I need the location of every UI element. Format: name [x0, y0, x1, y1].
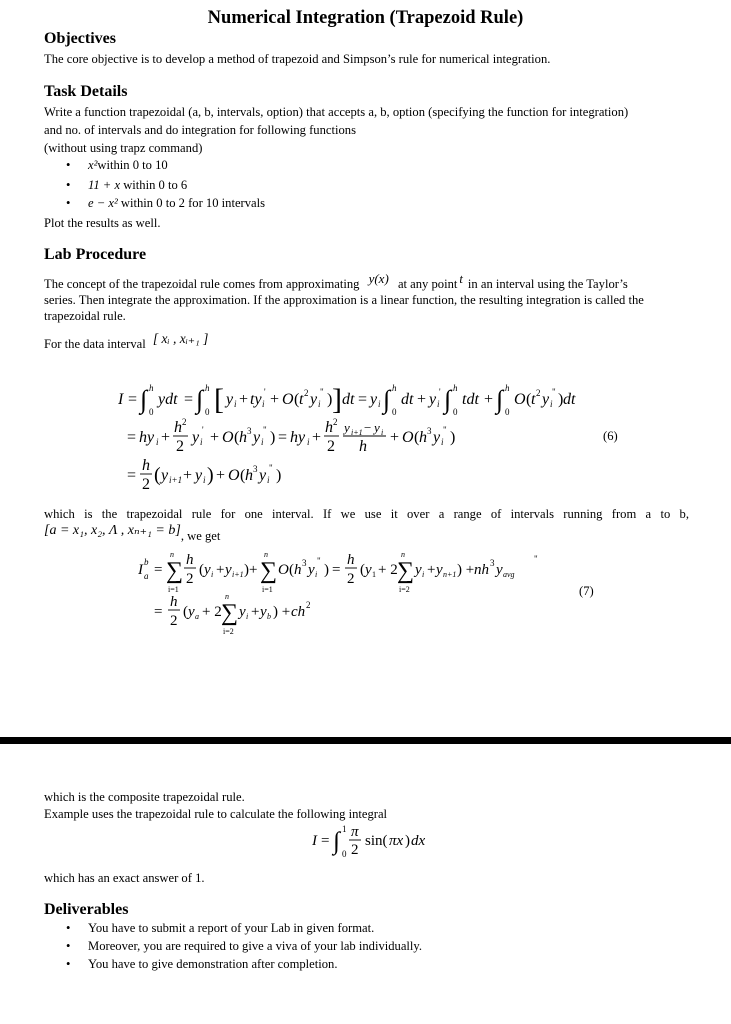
svg-text:): ) [327, 391, 333, 408]
svg-text:) +: ) + [273, 604, 291, 620]
svg-text:∑: ∑ [166, 558, 184, 584]
svg-text:i=2: i=2 [399, 585, 410, 594]
deliverable-item-text: You have to submit a report of your Lab in given format. [88, 921, 375, 935]
svg-text:I: I [312, 833, 317, 849]
interval-range: [a = x₁, x₂, Λ , xₙ₊₁ = b] [44, 523, 181, 538]
svg-text:i=1: i=1 [168, 585, 179, 594]
svg-text:": " [534, 554, 538, 564]
svg-text:i: i [203, 475, 206, 485]
svg-text:+ 2: + 2 [202, 604, 222, 620]
svg-text:=: = [358, 391, 368, 408]
svg-text:i: i [200, 437, 203, 447]
svg-text:π: π [351, 824, 359, 840]
svg-text:=: = [154, 604, 163, 620]
svg-text:+: + [270, 391, 280, 408]
procedure-heading: Lab Procedure [44, 246, 147, 263]
svg-text:y: y [429, 391, 437, 408]
svg-text:(: ( [294, 391, 300, 408]
svg-text:∫: ∫ [196, 385, 204, 414]
svg-text:=: = [127, 429, 137, 446]
procedure-line-2: series. Then integrate the approximation. If the approximation is a linear function, the resulting integration is called the [44, 293, 644, 307]
svg-text:+: + [390, 429, 400, 446]
svg-text:0: 0 [392, 407, 397, 417]
svg-text:I: I [118, 391, 124, 408]
svg-text:2: 2 [176, 438, 184, 455]
svg-text:h: h [505, 383, 510, 393]
svg-text:h: h [205, 383, 210, 393]
svg-text:2: 2 [347, 571, 355, 587]
svg-text:y: y [192, 429, 200, 446]
svg-text:=: = [127, 467, 137, 484]
svg-text:(: ( [526, 391, 532, 408]
svg-text:y: y [161, 467, 169, 484]
svg-text:': ' [202, 425, 204, 435]
svg-text:y: y [188, 604, 195, 620]
svg-text:∫: ∫ [496, 385, 504, 414]
svg-text:": " [552, 387, 556, 397]
task-item-2: • 11 + x within 0 to 6 [66, 178, 188, 192]
svg-text:+: + [417, 391, 427, 408]
svg-text:+: + [251, 604, 260, 620]
svg-text:": " [317, 556, 321, 566]
svg-text:+: + [484, 391, 494, 408]
svg-text:∫: ∫ [333, 828, 340, 855]
svg-text:n: n [170, 550, 174, 559]
svg-text:h: h [347, 552, 355, 568]
deliverable-item-3: • You have to give demonstration after completion. [66, 957, 338, 971]
svg-text:n+1: n+1 [443, 570, 457, 579]
svg-text:y: y [365, 562, 372, 578]
equation-6-line-3 [118, 456, 338, 500]
svg-text:i+1: i+1 [351, 428, 363, 437]
svg-text:[: [ [214, 383, 224, 416]
svg-text:y: y [239, 604, 246, 620]
svg-text:y: y [374, 420, 380, 435]
svg-text:h: h [149, 383, 154, 393]
svg-text:i: i [307, 437, 310, 447]
svg-text:+: + [216, 467, 226, 484]
svg-text:i: i [318, 399, 321, 409]
svg-text:h: h [359, 438, 367, 455]
svg-text:]: ] [332, 383, 342, 416]
svg-text:+: + [427, 562, 436, 578]
example-text: Example uses the trapezoidal rule to calculate the following integral [44, 807, 388, 821]
svg-text:(: ( [289, 562, 294, 578]
svg-text:y: y [344, 420, 350, 435]
svg-text:(: ( [183, 604, 188, 620]
svg-text:h: h [325, 419, 333, 436]
svg-text:i: i [262, 399, 265, 409]
task-line-1: Write a function trapezoidal (a, b, intervals, option) that accepts a, b, option (specifying the function for integration) [44, 105, 629, 119]
svg-text:+: + [249, 562, 258, 578]
svg-text:3: 3 [302, 558, 307, 568]
composite-rule-text: which is the composite trapezoidal rule. [44, 790, 245, 804]
svg-text:2: 2 [304, 388, 309, 398]
svg-text:=: = [184, 391, 194, 408]
svg-text:1: 1 [342, 824, 347, 834]
svg-text:h: h [239, 429, 247, 446]
task-item-text: within 0 to 10 [97, 158, 168, 172]
procedure-line-3: trapezoidal rule. [44, 309, 126, 323]
page-separator [0, 737, 731, 744]
task-line-3: (without using trapz command) [44, 141, 203, 155]
svg-text:=: = [332, 562, 341, 578]
svg-text:+: + [161, 429, 171, 446]
svg-text:2: 2 [170, 613, 178, 629]
svg-text:): ) [270, 429, 276, 446]
svg-text:∫: ∫ [383, 385, 391, 414]
svg-text:O: O [278, 562, 289, 578]
equation-6-row-1-graphic [118, 382, 578, 418]
we-get: , we get [180, 529, 221, 543]
svg-text:∑: ∑ [260, 558, 278, 584]
equation-7-number: (7) [579, 584, 594, 598]
svg-text:i+1: i+1 [169, 475, 183, 485]
svg-text:=: = [278, 429, 288, 446]
svg-text:(: ( [234, 429, 240, 446]
deliverable-item-text: You have to give demonstration after completion. [88, 957, 338, 971]
svg-text:(: ( [199, 562, 204, 578]
svg-text:": " [263, 425, 267, 435]
svg-text:n: n [264, 550, 268, 559]
task-line-2: and no. of intervals and do integration for following functions [44, 123, 356, 137]
svg-text:(: ( [154, 464, 161, 486]
procedure-text: The concept of the trapezoidal rule comes from approximating [44, 277, 360, 291]
y-of-x: y(x) [368, 271, 389, 286]
svg-text:y: y [436, 562, 443, 578]
svg-text:∫: ∫ [140, 385, 148, 414]
objectives-heading: Objectives [44, 30, 116, 47]
svg-text:i: i [261, 437, 264, 447]
svg-text:sin(: sin( [365, 833, 388, 849]
svg-text:hy: hy [290, 429, 306, 446]
task-plot: Plot the results as well. [44, 216, 161, 230]
svg-text:ch: ch [291, 604, 306, 620]
svg-text:): ) [276, 467, 282, 484]
svg-text:O: O [222, 429, 234, 446]
svg-text:2: 2 [186, 571, 194, 587]
svg-text:): ) [207, 464, 214, 486]
exact-answer-text: which has an exact answer of 1. [44, 871, 205, 885]
svg-text:y: y [195, 467, 203, 484]
svg-text:h: h [294, 562, 302, 578]
deliverable-item-1: • You have to submit a report of your Lab in given format. [66, 921, 375, 935]
task-item-expr: e − x² [88, 196, 118, 210]
svg-text:h: h [186, 552, 194, 568]
svg-text:=: = [321, 833, 330, 849]
svg-text:πx: πx [389, 833, 404, 849]
svg-text:2: 2 [351, 842, 359, 858]
svg-text:3: 3 [427, 426, 432, 436]
example-integral-graphic [312, 822, 442, 862]
svg-text:3: 3 [490, 558, 495, 568]
svg-text:2: 2 [327, 438, 335, 455]
svg-text:h: h [392, 383, 397, 393]
data-interval-label: For the data interval [44, 337, 146, 351]
svg-text:h: h [174, 419, 182, 436]
procedure-text: in an interval using the Taylor’s [467, 277, 628, 291]
svg-text:2: 2 [182, 418, 187, 427]
task-item-1: • x²within 0 to 10 [66, 158, 168, 172]
svg-text:): ) [324, 562, 329, 578]
svg-text:h: h [245, 467, 253, 484]
svg-text:dt: dt [342, 391, 355, 408]
equation-7-line-1 [138, 548, 558, 598]
task-item-expr: x² [88, 158, 98, 172]
svg-text:y: y [253, 429, 261, 446]
svg-text:∑: ∑ [221, 600, 239, 626]
svg-text:b: b [144, 557, 149, 567]
svg-text:t: t [531, 391, 536, 408]
equation-7-row-1-graphic [138, 548, 558, 594]
svg-text:i: i [437, 399, 440, 409]
task-item-text: within 0 to 6 [120, 178, 188, 192]
svg-text:i: i [211, 570, 214, 579]
svg-text:y: y [260, 604, 267, 620]
svg-text:) +: ) + [457, 562, 475, 578]
deliverables-heading: Deliverables [44, 901, 129, 918]
svg-text:h: h [419, 429, 427, 446]
svg-text:I: I [138, 562, 143, 578]
example-integral [312, 822, 442, 866]
task-item-3: • e − x² within 0 to 2 for 10 intervals [66, 196, 266, 210]
svg-text:": " [320, 387, 324, 397]
deliverable-item-2: • Moreover, you are required to give a viva of your lab individually. [66, 939, 423, 953]
svg-text:h: h [142, 457, 150, 474]
svg-text:ty: ty [250, 391, 262, 408]
svg-text:2: 2 [333, 418, 338, 427]
svg-text:y: y [496, 562, 503, 578]
svg-text:(: ( [414, 429, 420, 446]
svg-text:i: i [422, 570, 425, 579]
svg-text:i: i [267, 475, 270, 485]
svg-text:t: t [299, 391, 304, 408]
equation-6-row-3-graphic [118, 456, 338, 496]
equation-7-line-2 [138, 592, 358, 642]
svg-text:i: i [381, 428, 384, 437]
svg-text:+ 2: + 2 [378, 562, 398, 578]
data-interval-line [44, 331, 209, 353]
svg-text:+: + [312, 429, 322, 446]
svg-text:": " [443, 425, 447, 435]
svg-text:y: y [225, 562, 232, 578]
svg-text:': ' [264, 387, 266, 397]
svg-text:i=2: i=2 [223, 627, 234, 636]
svg-text:i: i [315, 570, 318, 579]
svg-text:nh: nh [474, 562, 489, 578]
equation-6-number: (6) [603, 429, 618, 443]
svg-text:y: y [370, 391, 378, 408]
svg-text:y: y [226, 391, 234, 408]
svg-text:y: y [433, 429, 441, 446]
svg-text:O: O [282, 391, 294, 408]
svg-text:0: 0 [453, 407, 458, 417]
svg-text:i=1: i=1 [262, 585, 273, 594]
svg-text:y: y [308, 562, 315, 578]
svg-text:i: i [234, 399, 237, 409]
svg-text:=: = [128, 391, 138, 408]
svg-text:ydt: ydt [158, 391, 178, 408]
svg-text:a: a [144, 571, 149, 581]
svg-text:tdt: tdt [462, 391, 479, 408]
svg-text:h: h [453, 383, 458, 393]
svg-text:i+1: i+1 [232, 570, 244, 579]
objectives-text: The core objective is to develop a method of trapezoid and Simpson’s rule for numerical integration. [44, 52, 551, 66]
paragraph-2-line-1: which is the trapezoidal rule for one interval. If we use it over a range of intervals running from a to b, [44, 507, 689, 521]
svg-text:y: y [259, 467, 267, 484]
svg-text:∑: ∑ [397, 558, 415, 584]
svg-text:0: 0 [342, 849, 347, 859]
svg-text:∫: ∫ [444, 385, 452, 414]
svg-text:(: ( [240, 467, 246, 484]
svg-text:': ' [439, 387, 441, 397]
svg-text:i: i [156, 437, 159, 447]
svg-text:": " [269, 463, 273, 473]
task-item-expr: 11 + x [88, 178, 121, 192]
svg-text:i: i [246, 612, 249, 621]
svg-text:+: + [216, 562, 225, 578]
svg-text:): ) [450, 429, 456, 446]
svg-text:dt: dt [563, 391, 576, 408]
svg-text:3: 3 [247, 426, 252, 436]
deliverable-item-text: Moreover, you are required to give a viva of your lab individually. [88, 939, 423, 953]
svg-text:+: + [183, 467, 193, 484]
svg-text:y: y [542, 391, 550, 408]
svg-text:y: y [204, 562, 211, 578]
page-title: Numerical Integration (Trapezoid Rule) [207, 8, 524, 28]
paragraph-2-line-2 [44, 521, 221, 543]
svg-text:n: n [225, 592, 229, 601]
svg-text:=: = [154, 562, 163, 578]
svg-text:O: O [228, 467, 240, 484]
svg-text:0: 0 [149, 407, 154, 417]
svg-text:1: 1 [372, 570, 376, 579]
task-heading: Task Details [44, 83, 128, 100]
svg-text:a: a [195, 612, 199, 621]
svg-text:+: + [210, 429, 220, 446]
svg-text:O: O [514, 391, 526, 408]
svg-text:2: 2 [536, 388, 541, 398]
svg-text:2: 2 [142, 476, 150, 493]
svg-text:dx: dx [411, 833, 426, 849]
task-item-text: within 0 to 2 for 10 intervals [117, 196, 266, 210]
equation-7-row-2-graphic [138, 592, 358, 638]
t-var: t [459, 272, 463, 286]
procedure-text: at any point [397, 277, 458, 291]
svg-text:y: y [310, 391, 318, 408]
svg-text:−: − [364, 420, 372, 435]
svg-text:0: 0 [205, 407, 210, 417]
svg-text:O: O [402, 429, 414, 446]
svg-text:2: 2 [306, 600, 311, 610]
svg-text:(: ( [360, 562, 365, 578]
svg-text:): ) [244, 562, 249, 578]
svg-text:hy: hy [139, 429, 155, 446]
svg-text:dt: dt [401, 391, 414, 408]
equation-6-row-2-graphic [118, 418, 518, 460]
svg-text:): ) [558, 391, 564, 408]
svg-text:i: i [378, 399, 381, 409]
svg-text:n: n [401, 550, 405, 559]
svg-text:+: + [239, 391, 249, 408]
svg-text:avg: avg [503, 570, 515, 579]
svg-text:): ) [405, 833, 410, 849]
svg-text:3: 3 [253, 464, 258, 474]
svg-text:h: h [170, 594, 178, 610]
svg-text:b: b [267, 612, 271, 621]
interval-notation: [ xᵢ , xᵢ₊₁ ] [152, 331, 209, 346]
svg-text:i: i [550, 399, 553, 409]
svg-text:0: 0 [505, 407, 510, 417]
equation-6-line-1 [118, 382, 578, 422]
svg-text:y: y [415, 562, 422, 578]
svg-text:i: i [441, 437, 444, 447]
